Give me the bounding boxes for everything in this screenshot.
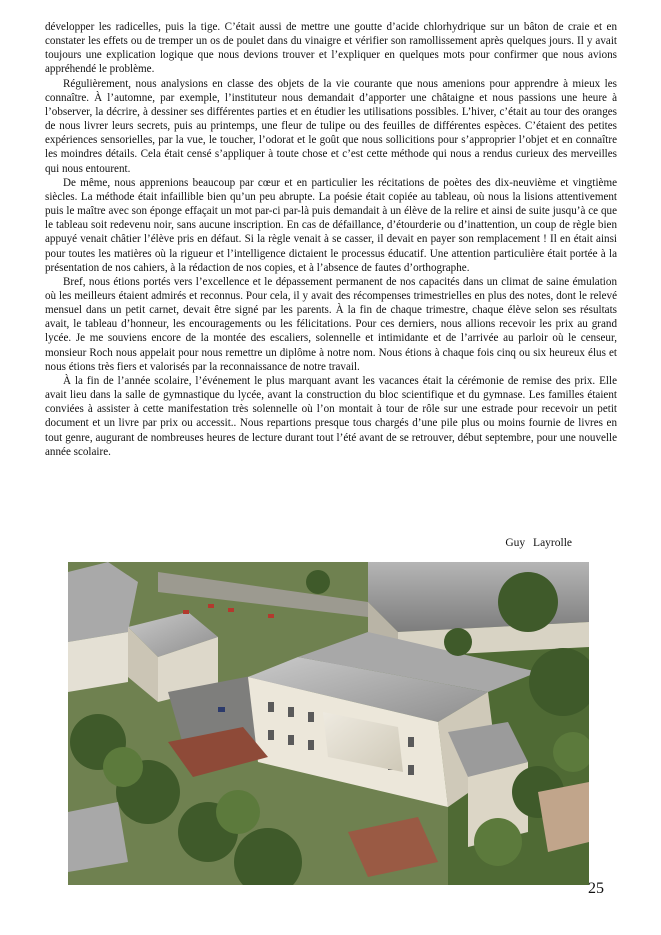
article-body — [45, 20, 617, 459]
aerial-photo-illustration — [68, 562, 589, 885]
paragraph-1: développer les radicelles, puis la tige. C’était aussi de mettre une goutte d’acide chlorhydrique sur un bâton de craie et en constater les effets ou de tremper un os de poulet dans du vinaigre et vérifier son ramollissement après quelques jours. Il y avait toujours une explication logique que nous devions trouver et l’expliquer en quelques mots pour confirmer que nous avions appréhendé le problème. — [45, 21, 617, 76]
author-signature: Guy Layrolle — [505, 537, 572, 549]
paragraph-5: À la fin de l’année scolaire, l’événement le plus marquant avant les vacances était la cérémonie de remise des prix. Elle avait lieu dans la salle de gymnastique du lycée, avant la construction du bloc scientifique et du gymnase. Les familles étaient conviées à assister à cette manifestation très solennelle où l’on montait à tour de rôle sur une estrade pour recevoir un petit document et un livre par prix ou accessit.. Nous repartions presque tous chargés d’une pile plus ou moins fournie de livres en tout genre, augurant de nombreuses heures de lecture durant tout l’été avant de se retrouver, début septembre, pour une nouvelle année scolaire. — [45, 374, 617, 458]
aerial-photo-school — [68, 562, 589, 885]
paragraph-3: De même, nous apprenions beaucoup par cœur et en particulier les récitations de poètes des dix-neuvième et vingtième siècles. La méthode était infaillible bien qu’un peu abrupte. La poésie était copiée au tableau, où nous la lisions attentivement puis le maître avec son éponge effaçait un mot par-ci par-là puis demandait à un élève de la relire et ainsi de suite jusqu’à ce que le tableau soit redevenu noir, sans aucune inscription. En cas de défaillance, d’étourderie ou d’inattention, un coup de règle bien appuyé venait châtier l’élève pris en défaut. Si la règle venait à se casser, il devait en payer son remplacement ! Il en était ainsi pour toutes les matières où la rigueur et l’intelligence dictaient le processus éducatif. Une attention particulière était portée à la présentation de nos cahiers, à la rédaction de nos copies, et à l’absence de fautes d’orthographe. — [45, 176, 617, 274]
paragraph-2: Régulièrement, nous analysions en classe des objets de la vie courante que nous amenions pour apprendre à mieux les connaître. À l’automne, par exemple, l’instituteur nous demandait d’apporter une châtaigne et nous passions une heure à l’observer, la décrire, à dessiner ses différentes parties et en étudier les utilisations possibles. L’hiver, c’était au tour des oranges de nous livrer leurs secrets, puis au printemps, une fleur de tulipe ou des feuilles de différentes espèces. C’étaient des petites expériences sensorielles, par la vue, le toucher, l’odorat et le goût que nous sollicitions pour s’approprier l’objet et en connaître les moindres détails. Cela était censé s’appliquer à toute chose et c’est cette méthode qui nous a rendus curieux des merveilles qui nous entourent. — [45, 77, 617, 175]
paragraph-4: Bref, nous étions portés vers l’excellence et le dépassement permanent de nos capacités dans un climat de saine émulation où les meilleurs étaient admirés et reconnus. Pour cela, il y avait des récompenses trimestrielles en plus des notes, dont le relevé mensuel dans un petit carnet, devait être signé par les parents. À la fin de chaque trimestre, chaque élève selon ses résultats avait, le tableau d’honneur, les encouragements ou les félicitations. Pour ces derniers, nous allions recevoir les prix au grand lycée. Je me souviens encore de la montée des escaliers, solennelle et intimidante et de l’arrivée au parloir où le censeur, monsieur Roch nous appelait pour nous remettre un diplôme à notre nom. Nous étions à chaque fois cinq ou six heureux élus et nous étions très fiers et valorisés par la reconnaissance de notre travail. — [45, 275, 617, 373]
page-number: 25 — [588, 880, 604, 897]
